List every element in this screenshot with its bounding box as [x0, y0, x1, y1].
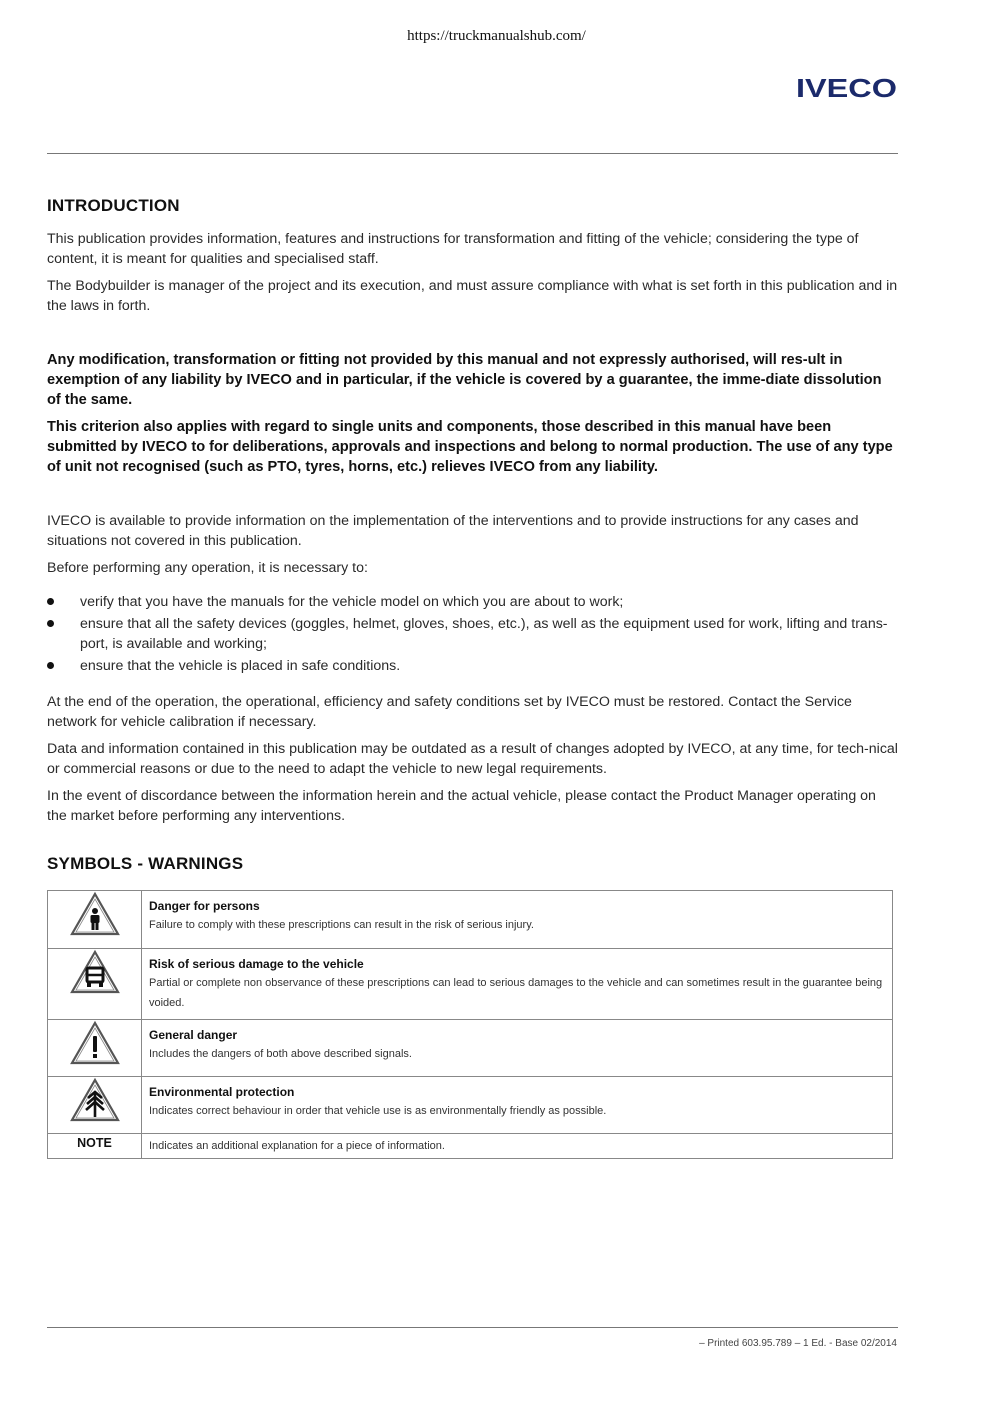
svg-text:IVECO: IVECO — [796, 74, 897, 102]
table-row — [48, 1020, 893, 1077]
list-item: verify that you have the manuals for the vehicle model on which you are about to work; — [47, 592, 898, 612]
page-content — [47, 196, 898, 1159]
symbol-description: Includes the dangers of both above described signals. — [149, 1048, 412, 1060]
symbols-table — [47, 890, 893, 1159]
symbol-title: Environmental protection — [149, 1085, 295, 1099]
table-row — [48, 891, 893, 949]
symbol-title: Risk of serious damage to the vehicle — [149, 957, 364, 971]
symbol-description: Partial or complete non observance of these prescriptions can lead to serious damages to the vehicle and can sometimes result in the guarantee being voided. — [149, 977, 883, 1009]
intro-paragraphs — [47, 229, 898, 316]
header-divider — [47, 153, 898, 154]
bullet-icon — [47, 662, 54, 669]
print-info: – Printed 603.95.789 – 1 Ed. - Base 02/2014 — [699, 1338, 897, 1349]
source-url[interactable]: https://truckmanualshub.com/ — [407, 28, 586, 44]
liability-notice — [47, 350, 898, 477]
bold-paragraph: This criterion also applies with regard to single units and components, those described in this manual have been submitted by IVECO to for deliberations, approvals and inspections and belong to normal production. The use of any type of unit not recognised (such as PTO, tyres, horns, etc.) relieves IVECO from any liability. — [47, 419, 893, 475]
table-row — [48, 949, 893, 1020]
paragraph: At the end of the operation, the operational, efficiency and safety conditions set by IVECO must be restored. Contact the Service network for vehicle calibration if necessary. — [47, 694, 852, 730]
paragraph: This publication provides information, features and instructions for transformation and fitting of the vehicle; considering the type of content, it is meant for qualities and specialised staff. — [47, 231, 859, 267]
paragraph: The Bodybuilder is manager of the project and its execution, and must assure compliance with what is set forth in this publication and in the laws in forth. — [47, 278, 898, 314]
paragraph: IVECO is available to provide information on the implementation of the interventions and to provide instructions for any cases and situations not covered in this publication. — [47, 513, 859, 549]
bold-paragraph: Any modification, transformation or fitting not provided by this manual and not expressly authorised, will res-ult in exemption of any liability by IVECO and in particular, if the vehicle is covered by a guarantee, the imme-diate dissolution of the same. — [47, 352, 882, 408]
paragraph: In the event of discordance between the information herein and the actual vehicle, please contact the Product Manager operating on the market before performing any interventions. — [47, 788, 876, 824]
symbol-title: General danger — [149, 1028, 238, 1042]
list-item: ensure that the vehicle is placed in safe conditions. — [47, 656, 898, 676]
bullet-icon — [47, 620, 54, 627]
table-row — [48, 1077, 893, 1134]
table-row — [48, 1134, 893, 1159]
footer-divider — [47, 1327, 898, 1328]
closing-paragraphs — [47, 692, 898, 826]
iveco-logo — [796, 74, 898, 102]
note-label: NOTE — [77, 1136, 112, 1150]
symbol-description: Failure to comply with these prescriptions can result in the risk of serious injury. — [149, 919, 534, 931]
symbol-description: Indicates correct behaviour in order that vehicle use is as environmentally friendly as possible. — [149, 1105, 607, 1117]
exclamation-icon — [69, 1020, 121, 1066]
list-item: ensure that all the safety devices (goggles, helmet, gloves, shoes, etc.), as well as the equipment used for work, lifting and trans-port, is available and working; — [47, 614, 898, 654]
bullet-icon — [47, 598, 54, 605]
paragraph: Data and information contained in this publication may be outdated as a result of changes adopted by IVECO, at any time, for tech-nical or commercial reasons or due to the need to adapt the vehicle to new legal requirements. — [47, 741, 898, 777]
vehicle-damage-icon — [69, 949, 121, 995]
person-danger-icon — [69, 891, 121, 937]
tree-icon — [69, 1077, 121, 1123]
symbols-heading: SYMBOLS - WARNINGS — [47, 854, 244, 873]
paragraph: Before performing any operation, it is necessary to: — [47, 560, 368, 576]
introduction-heading: INTRODUCTION — [47, 196, 180, 215]
info-paragraphs — [47, 511, 898, 578]
prerequisite-list — [47, 592, 898, 676]
symbol-description: Indicates an additional explanation for a piece of information. — [149, 1140, 445, 1152]
symbol-title: Danger for persons — [149, 899, 260, 913]
